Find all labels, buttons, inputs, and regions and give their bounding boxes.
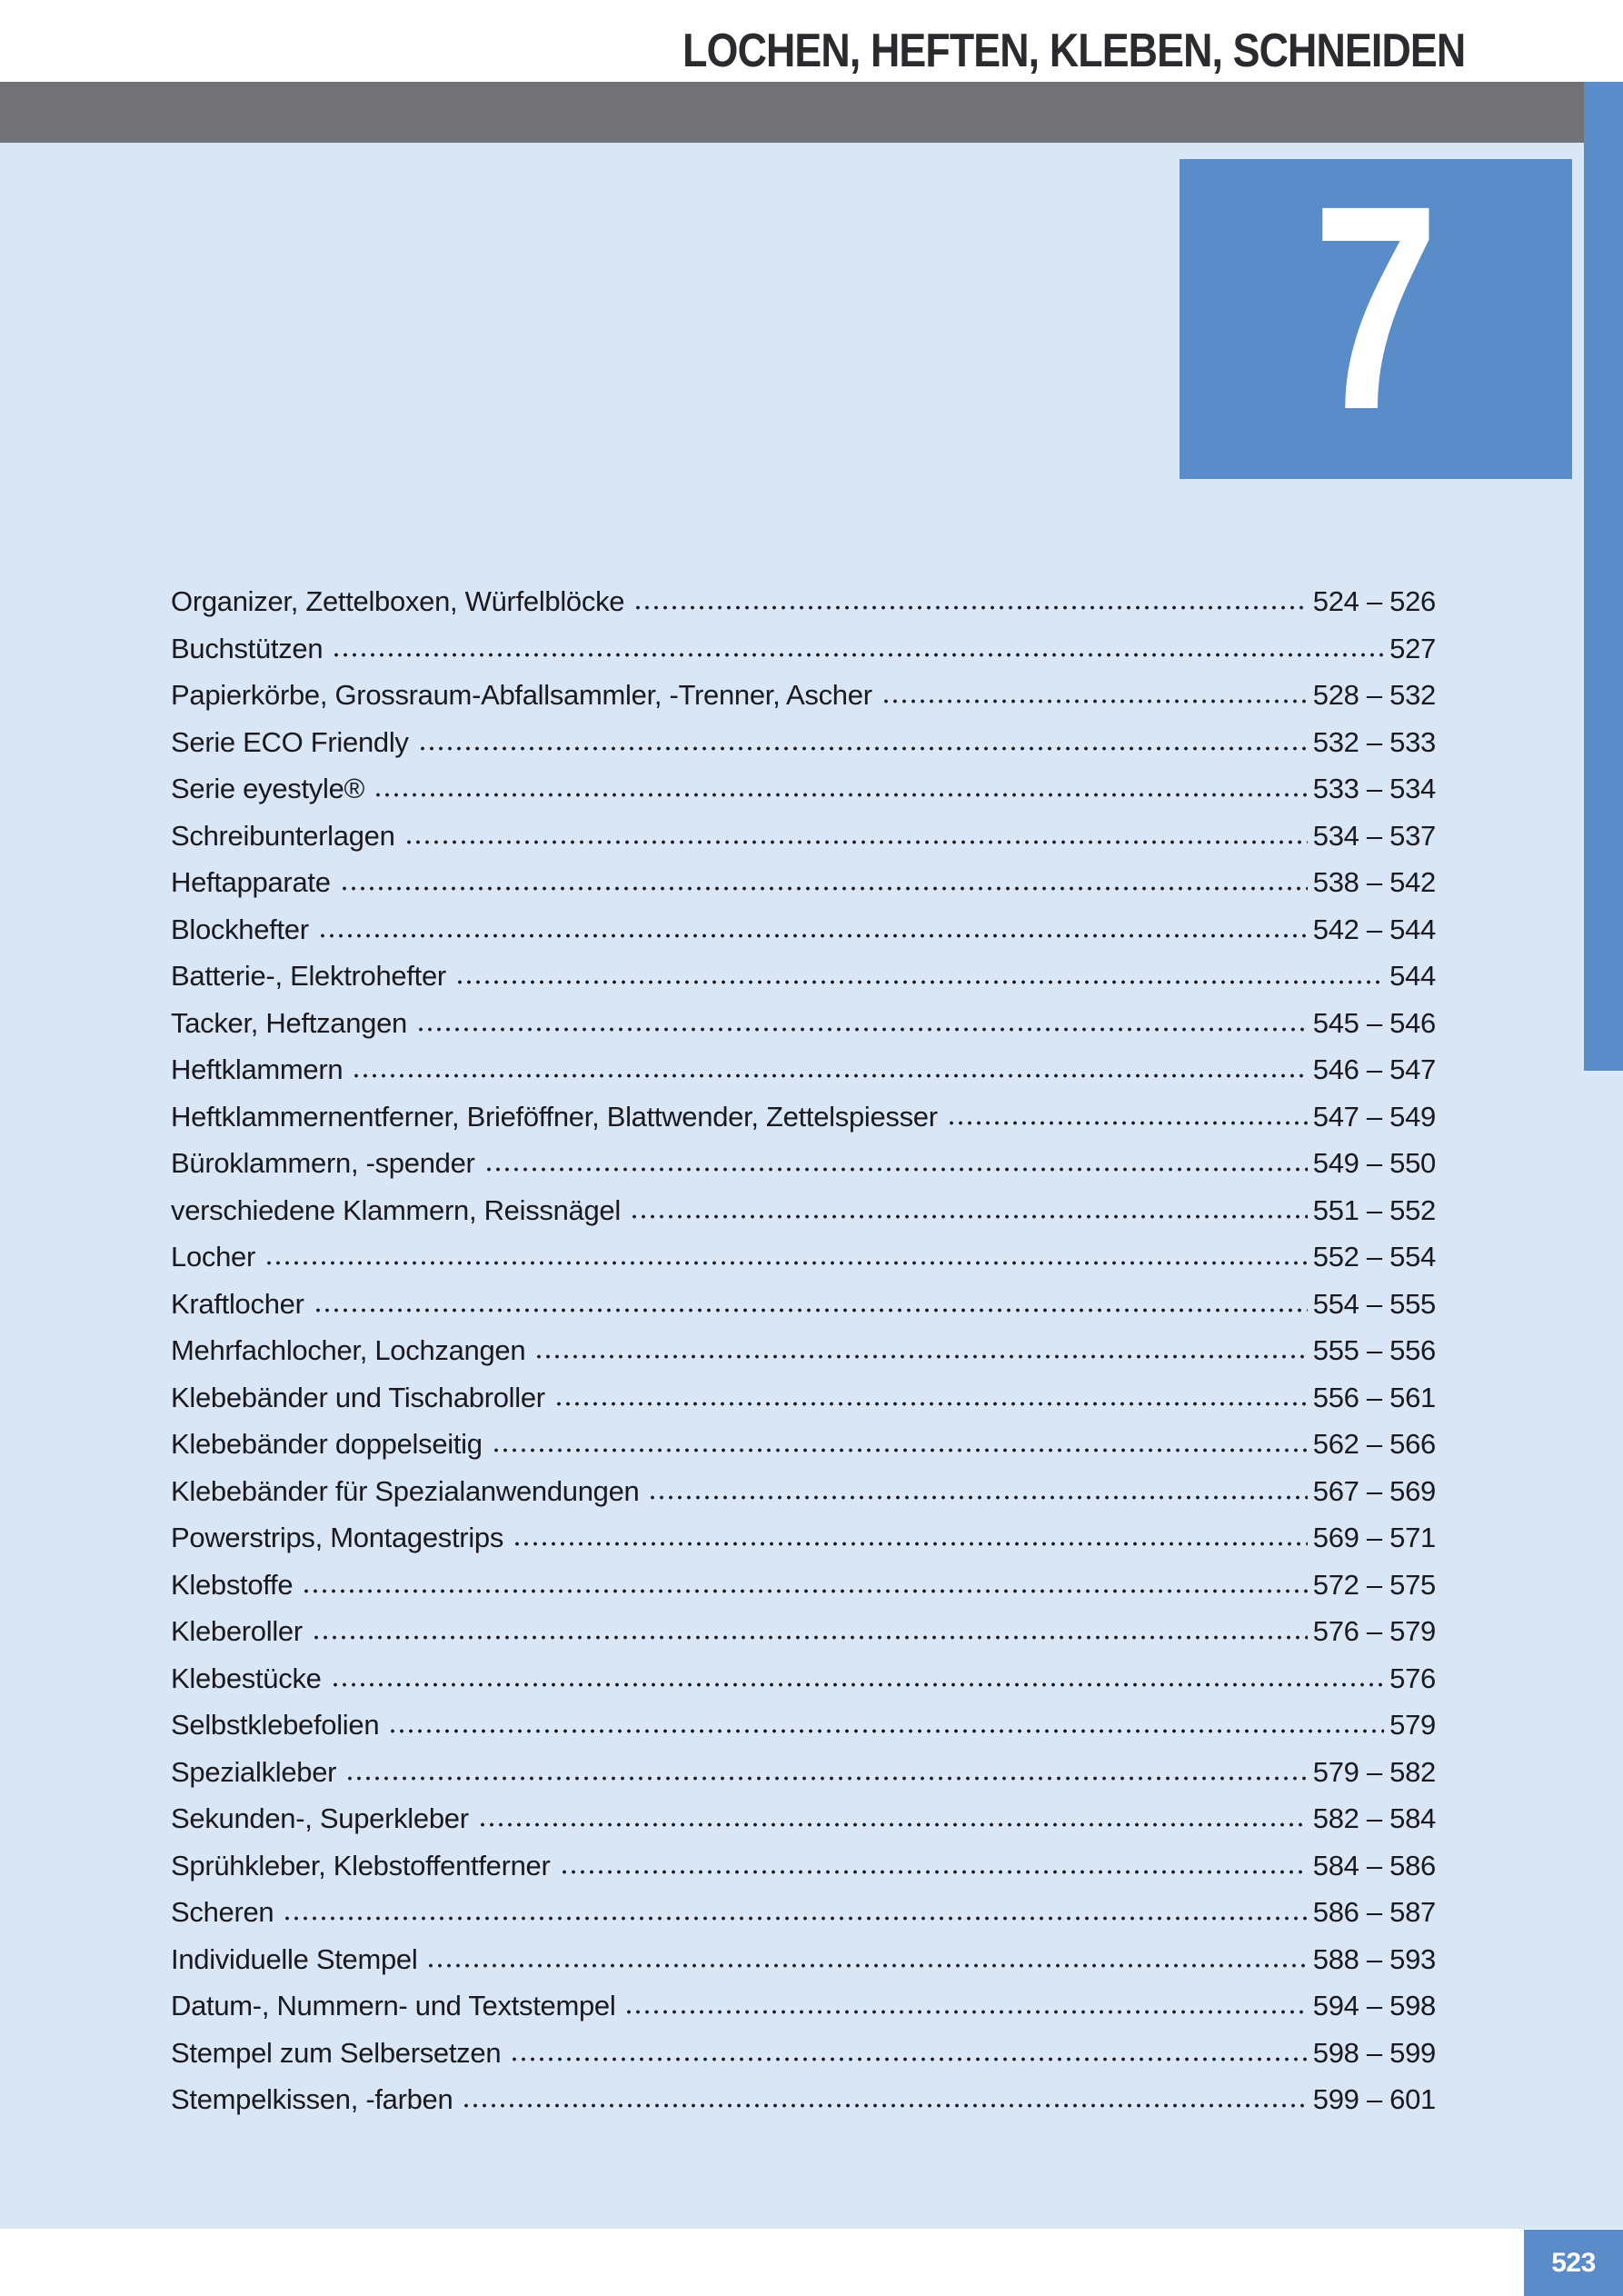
toc-dotted-leader [554,1401,1308,1407]
toc-dotted-leader [462,2102,1307,2109]
toc-entry-title: Papierkörbe, Grossraum-Abfallsammler, -Trenner, Ascher [171,679,872,711]
toc-entry-pages: 576 [1389,1662,1436,1694]
toc-entry-pages: 598 – 599 [1312,2036,1436,2069]
toc-entry[interactable] [171,578,1436,625]
toc-entry[interactable] [171,719,1436,766]
toc-entry-title: Locher [171,1241,255,1273]
toc-entry-pages: 524 – 526 [1312,585,1436,617]
toc-entry-pages: 542 – 544 [1312,913,1436,945]
toc-dotted-leader [312,1634,1308,1641]
toc-entry-title: Individuelle Stempel [171,1942,418,1975]
toc-dotted-leader [331,1682,1385,1688]
toc-entry[interactable] [171,1233,1436,1281]
page-number-badge [1524,2230,1623,2296]
toc-entry-title: Klebebänder für Spezialanwendungen [171,1474,640,1507]
toc-entry[interactable] [171,1374,1436,1422]
toc-entry-title: Selbstklebefolien [171,1709,380,1741]
toc-entry-pages: 552 – 554 [1312,1241,1436,1273]
toc-entry[interactable] [171,1936,1436,1983]
toc-entry-title: Mehrfachlocher, Lochzangen [171,1334,526,1366]
toc-entry-pages: 547 – 549 [1312,1100,1436,1133]
toc-dotted-leader [352,1073,1307,1079]
toc-entry-pages: 551 – 552 [1312,1193,1436,1226]
toc-entry-title: Batterie-, Elektrohefter [171,960,446,992]
chapter-number: 7 [1312,145,1439,470]
toc-entry[interactable] [171,1140,1436,1187]
toc-entry-pages: 579 – 582 [1312,1755,1436,1788]
chapter-number-box [1180,145,1572,479]
toc-dotted-leader [332,652,1384,658]
toc-entry-title: Kraftlocher [171,1287,304,1320]
toc-entry-pages: 594 – 598 [1312,1990,1436,2021]
toc-entry[interactable] [171,1749,1436,1796]
toc-entry-title: Stempel zum Selbersetzen [171,2036,502,2069]
toc-entry-title: Büroklammern, -spender [171,1147,475,1179]
toc-entry[interactable] [171,1046,1436,1093]
toc-entry[interactable] [171,2030,1436,2077]
toc-dotted-leader [373,792,1308,798]
toc-dotted-leader [283,1915,1307,1922]
toc-entry-pages: 584 – 586 [1312,1849,1436,1882]
page-number: 523 [1551,2247,1596,2278]
toc-entry-pages: 555 – 556 [1312,1334,1436,1366]
toc-entry-pages: 582 – 584 [1312,1802,1436,1834]
toc-entry[interactable] [171,1889,1436,1936]
toc-entry[interactable] [171,1842,1436,1890]
header-divider-bar [0,82,1584,143]
toc-entry[interactable] [171,765,1436,813]
toc-entry-title: Klebstoffe [171,1568,294,1601]
toc-entry-pages: 528 – 532 [1312,679,1436,711]
toc-entry[interactable] [171,1982,1436,2030]
chapter-side-bar [1584,82,1623,1071]
toc-entry-title: Heftapparate [171,866,331,898]
toc-entry-title: Organizer, Zettelboxen, Würfelblöcke [171,585,625,617]
toc-entry-title: Schreibunterlagen [171,819,395,852]
toc-entry[interactable] [171,1514,1436,1562]
toc-entry[interactable] [171,1795,1436,1842]
toc-entry-title: Spezialkleber [171,1755,337,1788]
toc-entry-title: verschiedene Klammern, Reissnägel [171,1193,621,1226]
toc-dotted-leader [513,1541,1308,1547]
toc-dotted-leader [633,604,1308,611]
toc-entry-pages: 569 – 571 [1312,1522,1436,1553]
toc-entry[interactable] [171,1000,1436,1047]
toc-entry-pages: 546 – 547 [1312,1053,1436,1085]
toc-dotted-leader [345,1775,1308,1782]
toc-entry-pages: 544 [1389,960,1436,992]
toc-dotted-leader [492,1447,1308,1453]
toc-entry-title: Heftklammern [171,1053,344,1085]
toc-entry-title: Powerstrips, Montagestrips [171,1522,504,1553]
toc-dotted-leader [478,1822,1308,1828]
toc-entry[interactable] [171,1187,1436,1234]
toc-entry-title: Serie eyestyle® [171,773,365,804]
toc-entry-pages: 545 – 546 [1312,1006,1436,1039]
toc-entry-title: Sekunden-, Superkleber [171,1802,469,1834]
toc-entry-pages: 527 [1389,632,1436,664]
toc-dotted-leader [630,1213,1308,1220]
toc-entry-pages: 534 – 537 [1312,819,1436,852]
toc-dotted-leader [388,1728,1384,1734]
toc-dotted-leader [418,745,1308,752]
toc-entry-pages: 588 – 593 [1312,1942,1436,1975]
toc-entry-title: Heftklammernentferner, Brieföffner, Blattwender, Zettelspiesser [171,1100,938,1133]
toc-entry-pages: 538 – 542 [1312,866,1436,898]
toc-dotted-leader [302,1588,1307,1594]
toc-entry-title: Blockhefter [171,913,309,945]
toc-dotted-leader [455,979,1384,985]
toc-dotted-leader [314,1307,1308,1313]
toc-entry[interactable] [171,1421,1436,1468]
toc-entry-title: Klebebänder und Tischabroller [171,1381,545,1413]
toc-dotted-leader [881,698,1308,704]
toc-entry-pages: 554 – 555 [1312,1287,1436,1320]
toc-dotted-leader [340,885,1308,892]
toc-entry[interactable] [171,1327,1436,1374]
toc-entry[interactable] [171,859,1436,906]
toc-entry-pages: 562 – 566 [1312,1428,1436,1460]
toc-dotted-leader [624,2009,1307,2015]
toc-dotted-leader [484,1166,1308,1173]
toc-entry-title: Klebestücke [171,1662,322,1694]
toc-entry[interactable] [171,1093,1436,1141]
toc-entry[interactable] [171,672,1436,719]
toc-entry[interactable] [171,813,1436,860]
toc-entry-pages: 533 – 534 [1312,773,1436,804]
toc-entry[interactable] [171,1702,1436,1749]
toc-entry[interactable] [171,1281,1436,1328]
toc-entry[interactable] [171,1562,1436,1609]
toc-entry-title: Kleberoller [171,1615,303,1647]
toc-entry[interactable] [171,953,1436,1000]
toc-entry-pages: 556 – 561 [1312,1381,1436,1413]
toc-dotted-leader [510,2056,1308,2062]
toc-entry[interactable] [171,625,1436,673]
toc-entry-title: Tacker, Heftzangen [171,1006,407,1039]
toc-entry-pages: 576 – 579 [1312,1615,1436,1647]
toc-dotted-leader [560,1869,1308,1875]
toc-entry-title: Serie ECO Friendly [171,725,409,758]
toc-entry-pages: 572 – 575 [1312,1568,1436,1601]
toc-entry-title: Sprühkleber, Klebstoffentferner [171,1849,551,1882]
toc-entry-pages: 549 – 550 [1312,1147,1436,1179]
toc-entry-title: Stempelkissen, -farben [171,2083,453,2115]
toc-dotted-leader [426,1962,1307,1969]
toc-dotted-leader [318,933,1308,939]
toc-entry[interactable] [171,1608,1436,1655]
toc-entry-title: Klebebänder doppelseitig [171,1428,483,1460]
toc-entry-pages: 532 – 533 [1312,725,1436,758]
toc-entry[interactable] [171,1468,1436,1515]
toc-dotted-leader [534,1353,1307,1360]
toc-dotted-leader [416,1026,1308,1033]
toc-entry-title: Buchstützen [171,632,324,664]
toc-entry[interactable] [171,2076,1436,2123]
toc-dotted-leader [404,839,1308,845]
toc-entry-pages: 586 – 587 [1312,1896,1436,1928]
toc-dotted-leader [648,1494,1307,1501]
toc-entry-title: Scheren [171,1896,274,1928]
toc-entry[interactable] [171,906,1436,953]
toc-entry[interactable] [171,1655,1436,1702]
toc-dotted-leader [947,1120,1308,1126]
toc-entry-pages: 599 – 601 [1312,2083,1436,2115]
page-title: LOCHEN, HEFTEN, KLEBEN, SCHNEIDEN [682,25,1465,77]
toc-dotted-leader [264,1260,1308,1266]
toc-entry-pages: 567 – 569 [1312,1474,1436,1507]
toc-list [171,578,1436,2123]
toc-entry-title: Datum-, Nummern- und Textstempel [171,1990,616,2021]
toc-entry-pages: 579 [1389,1709,1436,1741]
